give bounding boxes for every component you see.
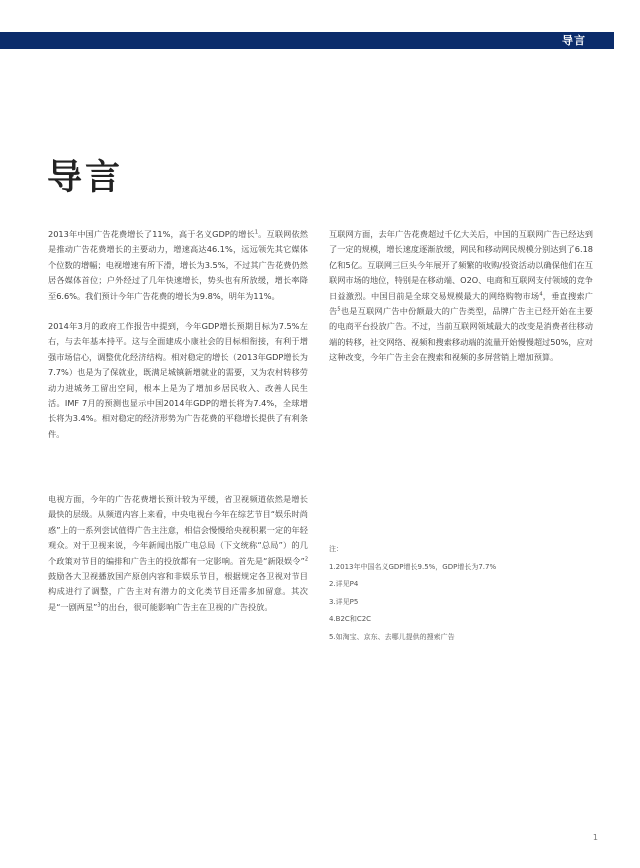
- paragraph-internet: 互联网方面，去年广告花费超过千亿大关后，中国的互联网广告已经达到了一定的规模，增长速度逐渐放缓，网民和移动网民规模分别达到了6.18亿和5亿。互联网三巨头今年展开了频繁的收购/投资活动以确保他们在互联网市场的地位，特别是在移动端、O2O、电商和互联网支付领域的竞争日益激烈。中国目前是全球交易规模最大的网络购物市场$^4$，垂直搜索广告$^5$也是互联网广告中份额最大的广告类型，品牌广告主已经开始在主要的电商平台投放广告。不过，当前互联网领域最大的改变是消费者往移动端的转移，社交网络、视频和搜索移动端的流量开始慢慢超过50%，应对这种改变，今年广告主会在搜索和视频的多屏营销上增加预算。: [329, 229, 593, 363]
- page-title: 导言: [47, 158, 124, 198]
- footnote-item: 4.B2C和C2C: [329, 615, 372, 624]
- left-column-bottom: [48, 492, 308, 630]
- footnote-item: 3.详见P5: [329, 597, 359, 606]
- footnotes-list: [329, 559, 593, 647]
- footnote-ref-1[interactable]: 1: [254, 229, 259, 236]
- footnote-ref-3[interactable]: 3: [97, 602, 101, 609]
- footnotes-title: 注：: [329, 545, 343, 553]
- left-column-top: [48, 227, 308, 457]
- section-label: 导言: [562, 34, 586, 47]
- footnote-ref-4[interactable]: 4: [539, 290, 543, 297]
- footnote-item: 5.如淘宝、京东、去哪儿提供的搜索广告: [329, 632, 455, 641]
- paragraph-ad-spend: 2013年中国广告花费增长了11%，高于名义GDP的增长$^1$。互联网依然是推动广告花费增长的主要动力，增速高达46.1%，远远领先其它媒体个位数的增幅；电视增速有所下滑，增长为3.5%，不过其广告花费仍然居各媒体首位；户外经过了几年快速增长，势头也有所放缓，增长率降至6.6%。我们预计今年广告花费的增长为9.8%，明年为11%。: [48, 229, 308, 301]
- header-bar: [0, 32, 614, 49]
- footnote-ref-5[interactable]: 5: [337, 306, 341, 313]
- footnote-item: 1.2013年中国名义GDP增长9.5%，GDP增长为7.7%: [329, 562, 497, 571]
- paragraph-gdp: 2014年3月的政府工作报告中提到，今年GDP增长预期目标为7.5%左右，与去年基本持平。这与全面建成小康社会的目标相衔接，有利于增强市场信心，调整优化经济结构。相对稳定的增长（2013年GDP增长为7.7%）也是为了保就业，既满足城镇新增就业的需要，又为农村转移劳动力进城务工留出空间，根本上是为了增加乡居民收入、改善人民生活。IMF 7月的预测也显示中国2014年GDP的增长将为7.4%，全球增长将为3.4%。相对稳定的经济形势为广告花费的平稳增长提供了有利条件。: [48, 321, 308, 439]
- footnote-ref-2[interactable]: 2: [304, 555, 308, 562]
- footnotes: [329, 541, 593, 647]
- right-column: [329, 227, 593, 381]
- page-number: 1: [592, 833, 598, 842]
- footnote-item: 2.详见P4: [329, 580, 359, 589]
- paragraph-tv: 电视方面，今年的广告花费增长预计较为平缓，省卫视频道依然是增长最快的层级。从频道内容上来看，中央电视台今年在综艺节目“娱乐时尚惑”上的一系列尝试值得广告主注意，相信会慢慢给央视积累一定的年轻观众。对于卫视来说，今年新闻出版广电总局（下文统称“总局”）的几个政策对节目的编排和广告主的投放都有一定影响。首先是“新限娱令”$^2$鼓励各大卫视播放国产原创内容和非娱乐节目，根据规定各卫视对节目构成进行了调整，广告主对有潜力的文化类节目还需多加留意。其次是“一剧两星”$^3$的出台，很可能影响广告主在卫视的广告投放。: [48, 494, 308, 612]
